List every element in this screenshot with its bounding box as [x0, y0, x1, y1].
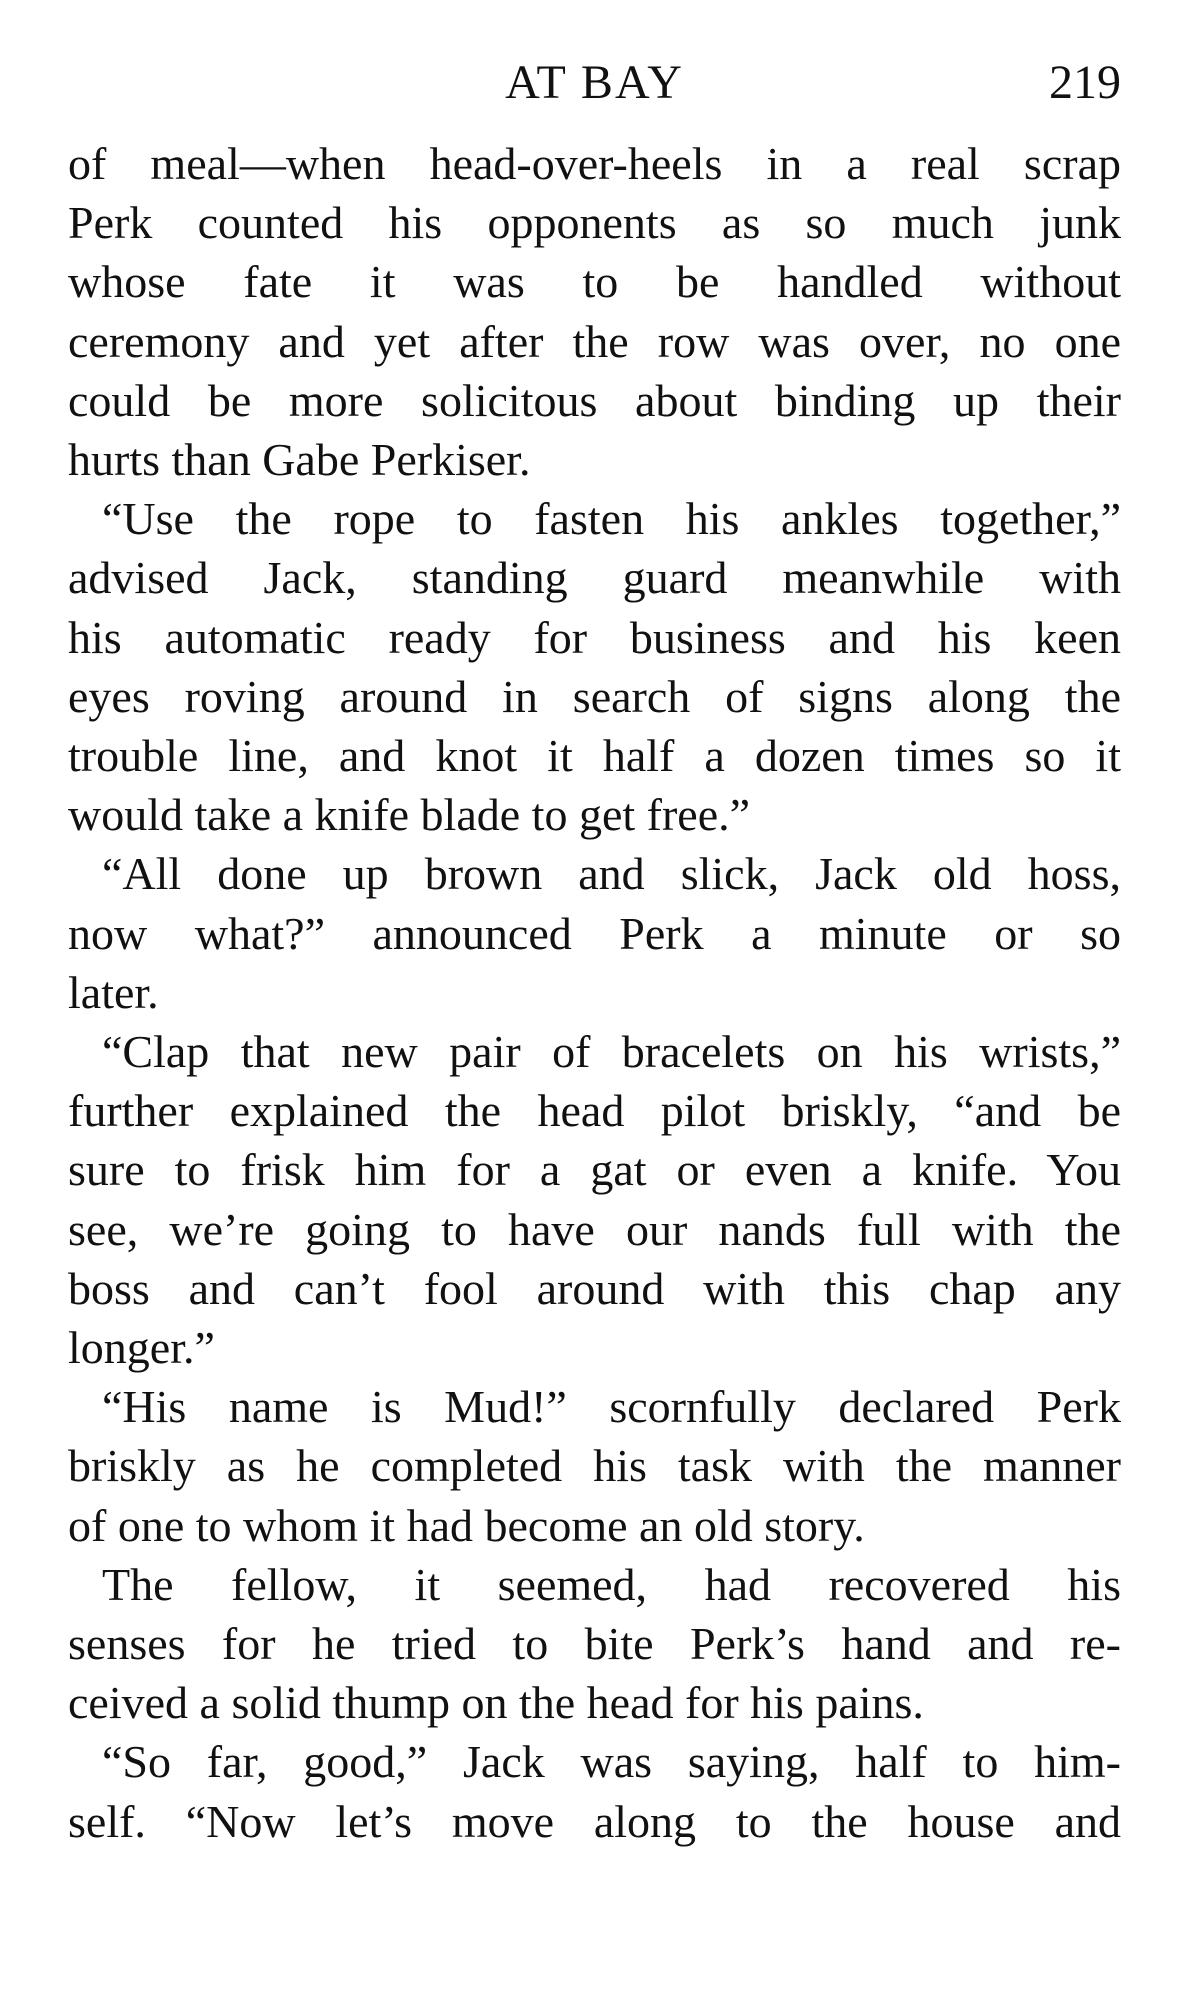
text-line: whose fate it was to be handled without — [68, 256, 1121, 308]
paragraph — [68, 1022, 1121, 1377]
body-text — [68, 134, 1121, 1851]
paragraph — [68, 1732, 1121, 1850]
text-line: see, we’re going to have our nands full with the — [68, 1203, 1121, 1255]
text-line: would take a knife blade to get free.” — [68, 789, 751, 841]
paragraph — [68, 489, 1121, 844]
text-line: of one to whom it had become an old story. — [68, 1499, 865, 1551]
running-title: AT BAY — [505, 56, 684, 109]
text-line: further explained the head pilot briskly, “and be — [68, 1085, 1121, 1137]
text-line: “Use the rope to fasten his ankles together,” — [102, 493, 1121, 545]
text-line: hurts than Gabe Perkiser. — [68, 434, 531, 486]
paragraph — [68, 844, 1121, 1022]
text-line: could be more solicitous about binding up their — [68, 374, 1121, 426]
text-line: “So far, good,” Jack was saying, half to him- — [102, 1736, 1121, 1788]
paragraph — [68, 134, 1121, 489]
text-line: ceremony and yet after the row was over, no one — [68, 315, 1121, 367]
text-line: self. “Now let’s move along to the house and — [68, 1795, 1121, 1847]
text-line: longer.” — [68, 1322, 215, 1374]
text-line: “His name is Mud!” scornfully declared Perk — [102, 1381, 1121, 1433]
text-line: advised Jack, standing guard meanwhile with — [68, 552, 1121, 604]
text-line: ceived a solid thump on the head for his pains. — [68, 1677, 924, 1729]
text-line: boss and can’t fool around with this chap any — [68, 1262, 1121, 1314]
paragraph — [68, 1377, 1121, 1555]
paragraph — [68, 1555, 1121, 1733]
text-line: “All done up brown and slick, Jack old hoss, — [102, 848, 1121, 900]
text-line: eyes roving around in search of signs along the — [68, 670, 1121, 722]
running-head — [68, 48, 1121, 118]
text-line: later. — [68, 966, 159, 1018]
text-line: sure to frisk him for a gat or even a knife. You — [68, 1144, 1121, 1196]
text-line: of meal—when head-over-heels in a real scrap — [68, 138, 1121, 189]
text-line: briskly as he completed his task with the manner — [68, 1440, 1121, 1492]
text-line: trouble line, and knot it half a dozen times so it — [68, 730, 1121, 782]
text-line: “Clap that new pair of bracelets on his wrists,” — [102, 1026, 1121, 1078]
page-number: 219 — [1049, 56, 1121, 109]
text-line: his automatic ready for business and his keen — [68, 611, 1121, 663]
text-line: The fellow, it seemed, had recovered his — [102, 1558, 1121, 1610]
text-line: Perk counted his opponents as so much junk — [68, 197, 1121, 249]
text-line: now what?” announced Perk a minute or so — [68, 907, 1121, 959]
text-line: senses for he tried to bite Perk’s hand and re- — [68, 1618, 1121, 1670]
